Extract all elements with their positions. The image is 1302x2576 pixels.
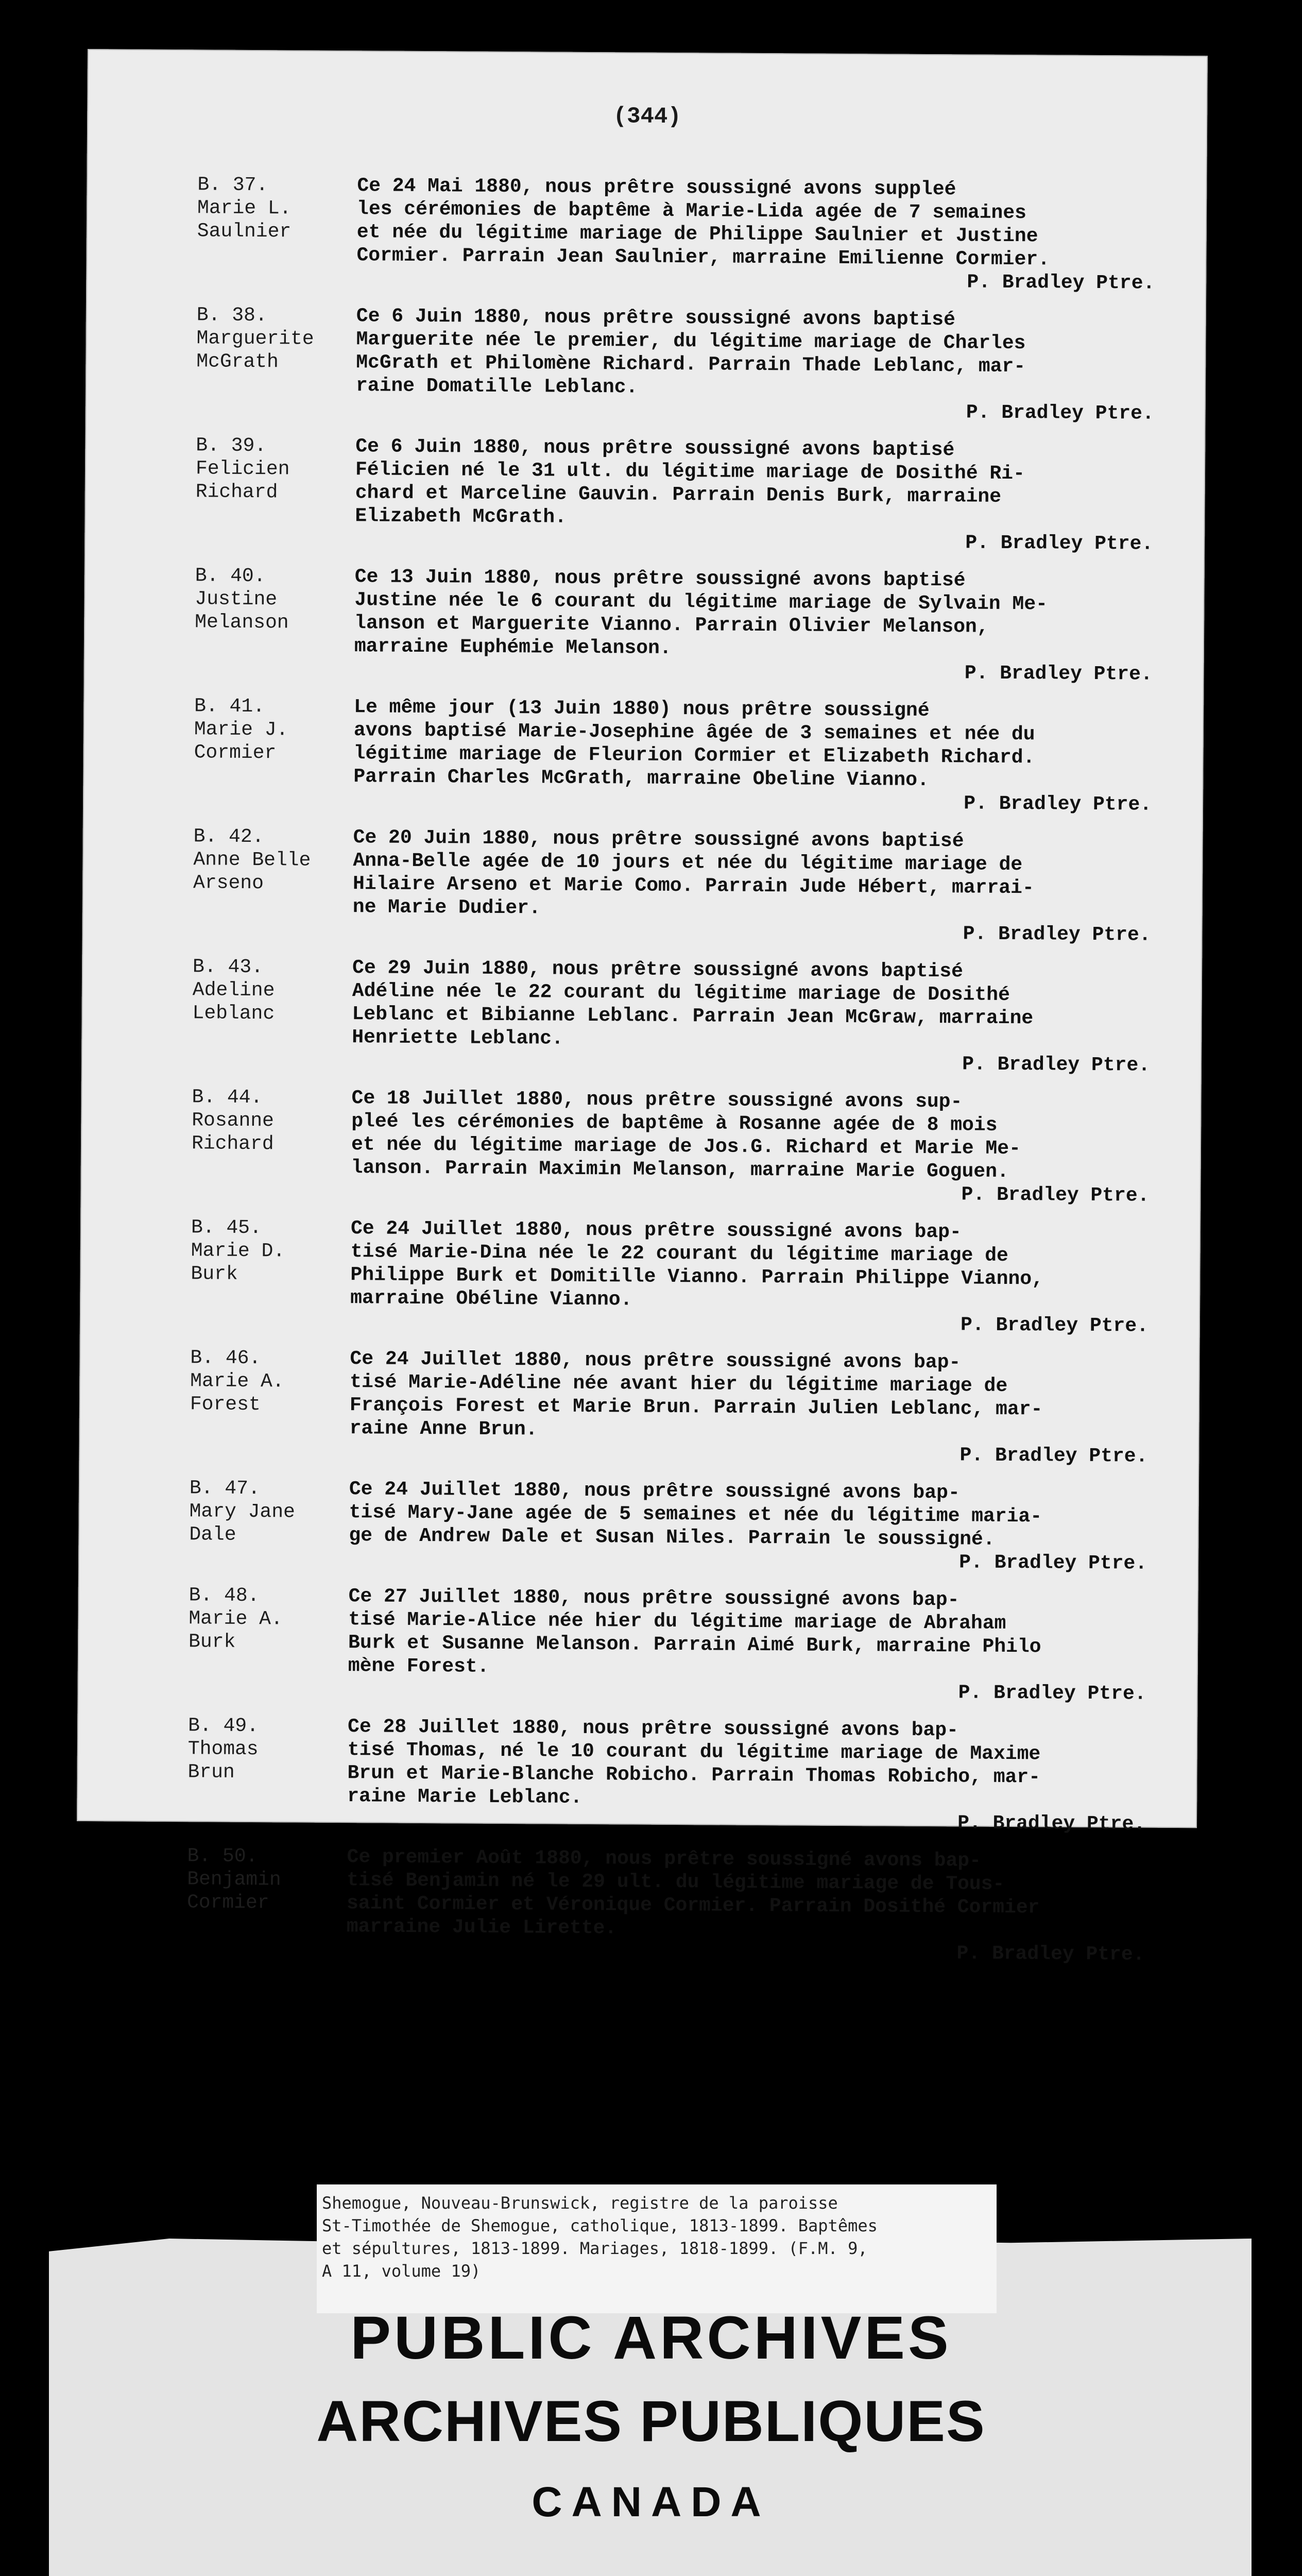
- entry-margin-note: B. 42. Anne Belle Arseno: [193, 825, 311, 895]
- entry-signature: P. Bradley Ptre.: [957, 1812, 1146, 1836]
- entry-margin-note: B. 50. Benjamin Cormier: [186, 1845, 281, 1914]
- entry-margin-note: B. 40. Justine Melanson: [195, 565, 289, 634]
- entry-signature: P. Bradley Ptre.: [964, 662, 1153, 686]
- entry-text: Ce 18 Juillet 1880, nous prêtre soussigné avons sup- pleé les cérémonies de baptême à Rosanne agée de 8 mois et née du légitime mariage de Jos.G. Richard et Marie Me- lanson. Parrain Maximin Melanson, marraine Marie Goguen.: [351, 1087, 1021, 1183]
- entry-signature: P. Bradley Ptre.: [963, 923, 1151, 946]
- archives-title-french: ARCHIVES PUBLIQUES: [316, 2389, 986, 2453]
- entry-margin-note: B. 48. Marie A. Burk: [188, 1584, 283, 1653]
- entry-margin-note: B. 39. Felicien Richard: [195, 434, 290, 504]
- entry-margin-note: B. 37. Marie L. Saulnier: [197, 174, 292, 243]
- entry-signature: P. Bradley Ptre.: [962, 1053, 1151, 1077]
- entry-text: Ce 29 Juin 1880, nous prêtre soussigné avons baptisé Adéline née le 22 courant du légitime mariage de Dosithé Leblanc et Bibianne Leblanc. Parrain Jean McGraw, marraine Henriette Leblanc.: [352, 957, 1034, 1050]
- baptism-entry: [188, 1584, 1157, 1705]
- baptism-entry: [191, 1086, 1160, 1207]
- entry-signature: P. Bradley Ptre.: [961, 1183, 1150, 1207]
- entry-text: Ce 24 Juillet 1880, nous prêtre soussigné avons bap- tisé Mary-Jane agée de 5 semaines et née du légitime maria- ge de Andrew Dale et Susan Niles. Parrain le soussigné.: [349, 1478, 1042, 1551]
- baptism-entry: [187, 1714, 1156, 1836]
- baptism-entry: [194, 694, 1162, 816]
- entry-text: Ce 28 Juillet 1880, nous prêtre soussigné avons bap- tisé Thomas, né le 10 courant du légitime mariage de Maxime Brun et Marie-Blanche Robicho. Parrain Thomas Robicho, mar- raine Marie Leblanc.: [347, 1716, 1041, 1809]
- entry-text: Ce 20 Juin 1880, nous prêtre soussigné avons baptisé Anna-Belle agée de 10 jours et née du légitime mariage de Hilaire Arseno et Marie Como. Parrain Jude Hébert, marrai- ne Marie Dudier.: [352, 826, 1034, 920]
- baptism-entry: [195, 434, 1164, 555]
- entry-margin-note: B. 41. Marie J. Cormier: [194, 695, 288, 765]
- entry-text: Ce 24 Mai 1880, nous prêtre soussigné avons suppleé les cérémonies de baptême à Marie-Lida agée de 7 semaines et née du légitime mariage de Philippe Saulnier et Justine Cormier. Parrain Jean Saulnier, marraine Emilienne Cormier.: [356, 175, 1050, 271]
- entry-signature: P. Bradley Ptre.: [960, 1314, 1149, 1337]
- page-number: (344): [613, 104, 681, 130]
- baptism-entry: [196, 303, 1165, 425]
- entry-text: Ce 24 Juillet 1880, nous prêtre soussigné avons bap- tisé Marie-Adéline née avant hier du légitime mariage de François Forest et Marie Brun. Parrain Julien Leblanc, mar- raine Anne Brun.: [349, 1348, 1043, 1441]
- entry-text: Ce 24 Juillet 1880, nous prêtre soussigné avons bap- tisé Marie-Dina née le 22 courant du légitime mariage de Philippe Burk et Domitille Vianno. Parrain Philippe Vianno, marraine Obéline Vianno.: [350, 1217, 1044, 1311]
- baptism-entries: [186, 173, 1166, 1966]
- baptism-entry: [193, 825, 1162, 946]
- entry-signature: P. Bradley Ptre.: [967, 271, 1155, 295]
- archives-country: CANADA: [532, 2479, 770, 2526]
- baptism-entry: [190, 1346, 1159, 1468]
- entry-margin-note: B. 46. Marie A. Forest: [190, 1347, 284, 1416]
- baptism-entry: [191, 1216, 1159, 1337]
- archives-title-english: PUBLIC ARCHIVES: [350, 2304, 952, 2372]
- entry-signature: P. Bradley Ptre.: [958, 1682, 1146, 1705]
- entry-signature: P. Bradley Ptre.: [964, 792, 1152, 816]
- baptism-entry: [186, 1844, 1156, 1966]
- register-page: [77, 49, 1208, 1966]
- entry-margin-note: B. 47. Mary Jane Dale: [189, 1477, 296, 1546]
- entry-margin-note: B. 38. Marguerite McGrath: [196, 304, 314, 374]
- entry-margin-note: B. 43. Adeline Leblanc: [192, 956, 275, 1025]
- entry-text: Ce 6 Juin 1880, nous prêtre soussigné avons baptisé Félicien né le 31 ult. du légitime mariage de Dosithé Ri- chard et Marceline Gauvin. Parrain Denis Burk, marraine Elizabeth McGrath.: [355, 435, 1025, 529]
- entry-text: Ce 27 Juillet 1880, nous prêtre soussigné avons bap- tisé Marie-Alice née hier du légitime mariage de Abraham Burk et Susanne Melanson. Parrain Aimé Burk, marraine Philo mène Forest.: [348, 1585, 1041, 1678]
- entry-signature: P. Bradley Ptre.: [956, 1942, 1145, 1966]
- entry-text: Le même jour (13 Juin 1880) nous prêtre soussigné avons baptisé Marie-Josephine âgée de 3 semaines et née du légitime mariage de Fleurion Cormier et Elizabeth Richard. Parrain Charles McGrath, marraine Obeline Vianno.: [353, 696, 1035, 792]
- entry-margin-note: B. 44. Rosanne Richard: [191, 1086, 275, 1156]
- entry-signature: P. Bradley Ptre.: [965, 532, 1154, 555]
- entry-margin-note: B. 45. Marie D. Burk: [191, 1216, 285, 1285]
- entry-text: Ce premier Août 1880, nous prêtre soussigné avons bap- tisé Benjamin né le 29 ult. du légitime mariage de Tous- saint Cormier et Véronique Cormier. Parrain Dosithé Cormier marraine Julie Lirette.: [346, 1846, 1040, 1940]
- entry-signature: P. Bradley Ptre.: [966, 401, 1154, 425]
- archive-reference-label: Shemogue, Nouveau-Brunswick, registre de la paroisse St-Timothée de Shemogue, catholique, 1813-1899. Baptêmes et sépultures, 1813-1899. Mariages, 1818-1899. (F.M. 9, A 11, volume 19): [317, 2184, 997, 2313]
- baptism-entry: [189, 1477, 1158, 1575]
- entry-signature: P. Bradley Ptre.: [959, 1551, 1147, 1575]
- entry-text: Ce 13 Juin 1880, nous prêtre soussigné avons baptisé Justine née le 6 courant du légitime mariage de Sylvain Me- lanson et Marguerite Vianno. Parrain Olivier Melanson, marraine Euphémie Melanson.: [354, 566, 1048, 659]
- entry-margin-note: B. 49. Thomas Brun: [187, 1715, 259, 1784]
- entry-signature: P. Bradley Ptre.: [960, 1444, 1148, 1468]
- baptism-entry: [197, 173, 1166, 295]
- baptism-entry: [192, 955, 1161, 1077]
- entry-text: Ce 6 Juin 1880, nous prêtre soussigné avons baptisé Marguerite née le premier, du légitime mariage de Charles McGrath et Philomène Richard. Parrain Thade Leblanc, mar- raine Domatille Leblanc.: [355, 305, 1026, 399]
- baptism-entry: [195, 564, 1163, 686]
